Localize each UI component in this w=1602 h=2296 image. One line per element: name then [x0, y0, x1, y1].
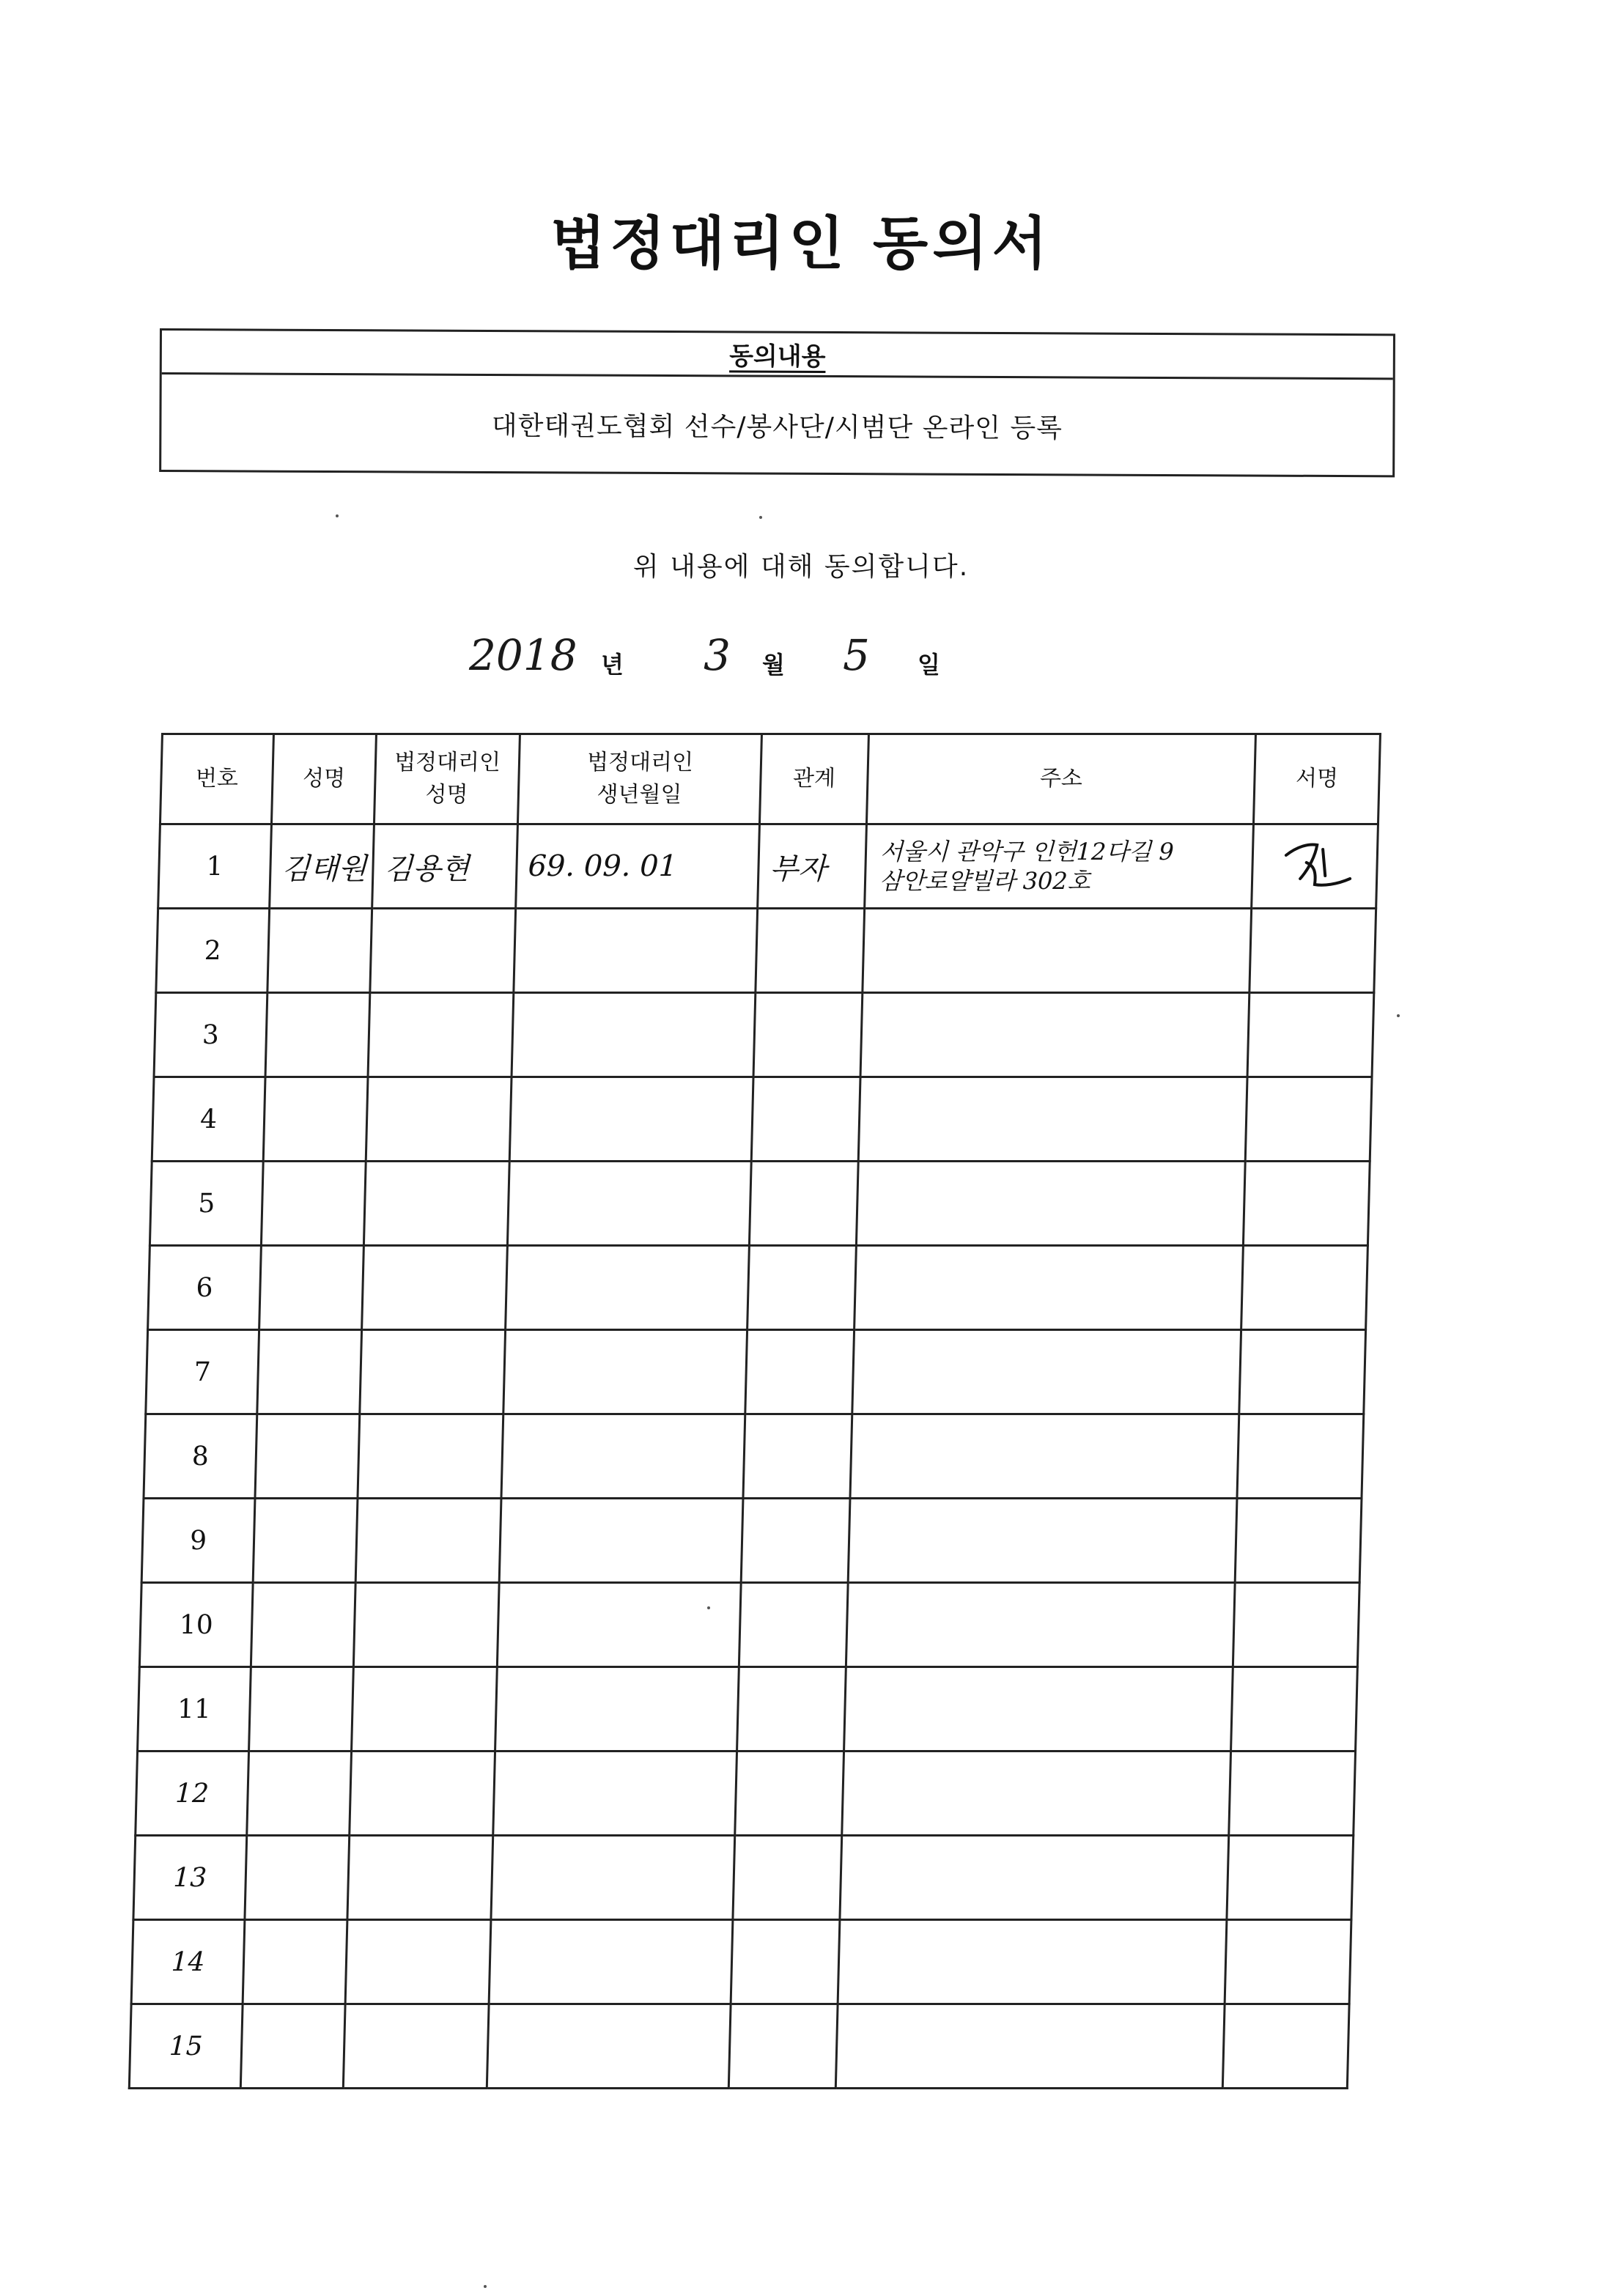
- cell-relation: [751, 1077, 860, 1162]
- cell-guardian-name: [368, 993, 514, 1077]
- table-row: [146, 1330, 1366, 1414]
- row-number: 15: [129, 2004, 243, 2089]
- row-number: 4: [152, 1077, 265, 1162]
- cell-guardian-name: [345, 1920, 491, 2004]
- cell-relation: [756, 909, 865, 993]
- row-number: 3: [154, 993, 267, 1077]
- table-row: [136, 1751, 1356, 1836]
- table-row: [158, 824, 1378, 909]
- cell-relation: [753, 993, 863, 1077]
- cell-guardian-birth: [503, 1330, 748, 1414]
- header-name: 성명: [271, 734, 376, 824]
- cell-relation: [748, 1246, 857, 1330]
- cell-name: [267, 909, 372, 993]
- cell-address: [844, 1667, 1233, 1751]
- table-header-row: [160, 734, 1380, 824]
- row-number: 10: [139, 1583, 253, 1667]
- agreement-statement: 위 내용에 대해 동의합니다.: [632, 552, 970, 582]
- cell-guardian-birth: [501, 1414, 745, 1499]
- address-line1: 서울시 관악구 인헌12다길 9: [879, 838, 1175, 865]
- date-day: 5: [843, 630, 870, 680]
- cell-signature: [1247, 993, 1374, 1077]
- scan-speck: [759, 516, 762, 519]
- cell-guardian-name: [347, 1836, 493, 1920]
- row-number: 13: [133, 1836, 247, 1920]
- cell-guardian-name: [366, 1077, 512, 1162]
- cell-guardian-birth: [512, 993, 756, 1077]
- cell-guardian-birth: [499, 1499, 743, 1583]
- cell-relation: [739, 1583, 848, 1667]
- scan-speck: [707, 1606, 710, 1609]
- date-year-label: 년: [601, 651, 624, 679]
- registration-table: [128, 733, 1381, 2089]
- date-month: 3: [704, 630, 731, 680]
- cell-name: [249, 1667, 354, 1751]
- cell-guardian-birth: [507, 1162, 751, 1246]
- cell-guardian-name: [343, 2004, 489, 2089]
- cell-signature: [1245, 1077, 1372, 1162]
- row-number: 14: [131, 1920, 245, 2004]
- table-row: [138, 1667, 1358, 1751]
- cell-guardian-name: [363, 1162, 509, 1246]
- consent-text: 대한태권도협회 선수/봉사단/시범단 온라인 등록: [491, 410, 1063, 443]
- cell-guardian-name: [360, 1330, 506, 1414]
- cell-name: [253, 1499, 358, 1583]
- cell-address: [860, 993, 1250, 1077]
- handwritten-signature: [1270, 833, 1359, 899]
- cell-signature: [1222, 2004, 1349, 2089]
- date-year: 2018: [469, 630, 577, 680]
- cell-guardian-name: [362, 1246, 508, 1330]
- header-guardian-birth: [517, 734, 761, 824]
- cell-name: [247, 1751, 352, 1836]
- table-row: [133, 1836, 1354, 1920]
- cell-relation: [731, 1920, 840, 2004]
- table-row: [154, 993, 1374, 1077]
- cell-address: [854, 1246, 1244, 1330]
- cell-signature: [1229, 1751, 1356, 1836]
- cell-guardian-birth: [509, 1077, 753, 1162]
- cell-signature: [1239, 1330, 1366, 1414]
- consent-heading-label: 동의내용: [729, 342, 826, 372]
- row-number: 7: [146, 1330, 259, 1414]
- table-row: [129, 2004, 1349, 2089]
- cell-guardian-birth: [506, 1246, 750, 1330]
- header-guardian-birth-line1: 법정대리인: [586, 750, 694, 775]
- cell-relation: [743, 1414, 852, 1499]
- date-line: [469, 630, 1026, 689]
- date-day-label: 일: [918, 651, 940, 679]
- cell-address: [842, 1751, 1231, 1836]
- cell-address: [848, 1499, 1237, 1583]
- row-number: 9: [141, 1499, 255, 1583]
- table-row: [152, 1077, 1372, 1162]
- cell-guardian-birth: [489, 1920, 733, 2004]
- cell-name: [251, 1583, 355, 1667]
- cell-relation: [728, 2004, 838, 2089]
- cell-guardian-name: [353, 1583, 499, 1667]
- header-guardian-name-line2: 성명: [425, 782, 468, 808]
- header-guardian-name-line1: 법정대리인: [394, 750, 501, 775]
- cell-signature: [1233, 1583, 1359, 1667]
- cell-address: [846, 1583, 1235, 1667]
- cell-address: [850, 1414, 1239, 1499]
- cell-name: [255, 1414, 360, 1499]
- cell-name: [245, 1836, 350, 1920]
- row-number: 11: [138, 1667, 251, 1751]
- consent-heading: [162, 331, 1393, 380]
- header-guardian-birth-line2: 생년월일: [597, 782, 682, 808]
- cell-name: [243, 1920, 347, 2004]
- table-row: [141, 1499, 1362, 1583]
- cell-relation: [745, 1330, 854, 1414]
- cell-name: [257, 1330, 362, 1414]
- row-number: 6: [148, 1246, 262, 1330]
- scan-speck: [484, 2285, 487, 2288]
- document-title: 법정대리인 동의서: [550, 211, 1052, 277]
- cell-name: [263, 1077, 368, 1162]
- cell-guardian-name: [358, 1414, 503, 1499]
- row-number: 8: [144, 1414, 257, 1499]
- row-number: 2: [156, 909, 270, 993]
- cell-guardian-name: [350, 1751, 495, 1836]
- cell-address: [856, 1162, 1245, 1246]
- cell-guardian-birth: [491, 1836, 735, 1920]
- scan-speck: [336, 514, 339, 517]
- scan-speck: [1397, 1014, 1400, 1017]
- cell-signature: [1225, 1920, 1351, 2004]
- cell-signature: [1243, 1162, 1370, 1246]
- header-address: 주소: [866, 734, 1255, 824]
- address-line2: 삼안로얄빌라 302호: [879, 867, 1091, 895]
- cell-relation: 부자: [758, 824, 867, 909]
- header-signature: 서명: [1253, 734, 1380, 824]
- table-row: [131, 1920, 1351, 2004]
- cell-signature: [1252, 824, 1378, 909]
- row-number: 5: [150, 1162, 263, 1246]
- cell-name: [240, 2004, 345, 2089]
- table-row: [148, 1246, 1368, 1330]
- cell-address: [858, 1077, 1247, 1162]
- table-row: [144, 1414, 1364, 1499]
- cell-guardian-birth: 69. 09. 01: [516, 824, 760, 909]
- row-number: 12: [136, 1751, 249, 1836]
- cell-address: [852, 1330, 1241, 1414]
- date-month-label: 월: [762, 651, 785, 679]
- cell-guardian-birth: [493, 1751, 737, 1836]
- cell-relation: [733, 1836, 842, 1920]
- header-number: 번호: [160, 734, 273, 824]
- cell-signature: [1227, 1836, 1354, 1920]
- cell-signature: [1235, 1499, 1362, 1583]
- cell-guardian-birth: [514, 909, 758, 993]
- header-guardian-name: [374, 734, 520, 824]
- cell-address: [838, 1920, 1227, 2004]
- table-row: [139, 1583, 1359, 1667]
- cell-relation: [737, 1667, 846, 1751]
- cell-signature: [1250, 909, 1376, 993]
- cell-name: [265, 993, 370, 1077]
- cell-guardian-name: 김용현: [372, 824, 518, 909]
- consent-box: [159, 328, 1395, 477]
- cell-name: [261, 1162, 366, 1246]
- cell-guardian-name: [352, 1667, 498, 1751]
- cell-signature: [1231, 1667, 1358, 1751]
- cell-address: [863, 909, 1252, 993]
- cell-relation: [749, 1162, 858, 1246]
- cell-name: [259, 1246, 364, 1330]
- row-number: 1: [158, 824, 272, 909]
- cell-guardian-name: [370, 909, 516, 993]
- cell-relation: [741, 1499, 850, 1583]
- cell-relation: [735, 1751, 844, 1836]
- cell-guardian-birth: [497, 1583, 741, 1667]
- cell-signature: [1237, 1414, 1364, 1499]
- cell-address: [865, 824, 1254, 909]
- cell-guardian-birth: [495, 1667, 739, 1751]
- cell-address: [840, 1836, 1229, 1920]
- table-row: [150, 1162, 1370, 1246]
- cell-address: [835, 2004, 1225, 2089]
- header-relation: 관계: [759, 734, 868, 824]
- cell-name: 김태원: [270, 824, 374, 909]
- cell-guardian-birth: [487, 2004, 731, 2089]
- cell-signature: [1241, 1246, 1368, 1330]
- table-row: [156, 909, 1376, 993]
- cell-guardian-name: [355, 1499, 501, 1583]
